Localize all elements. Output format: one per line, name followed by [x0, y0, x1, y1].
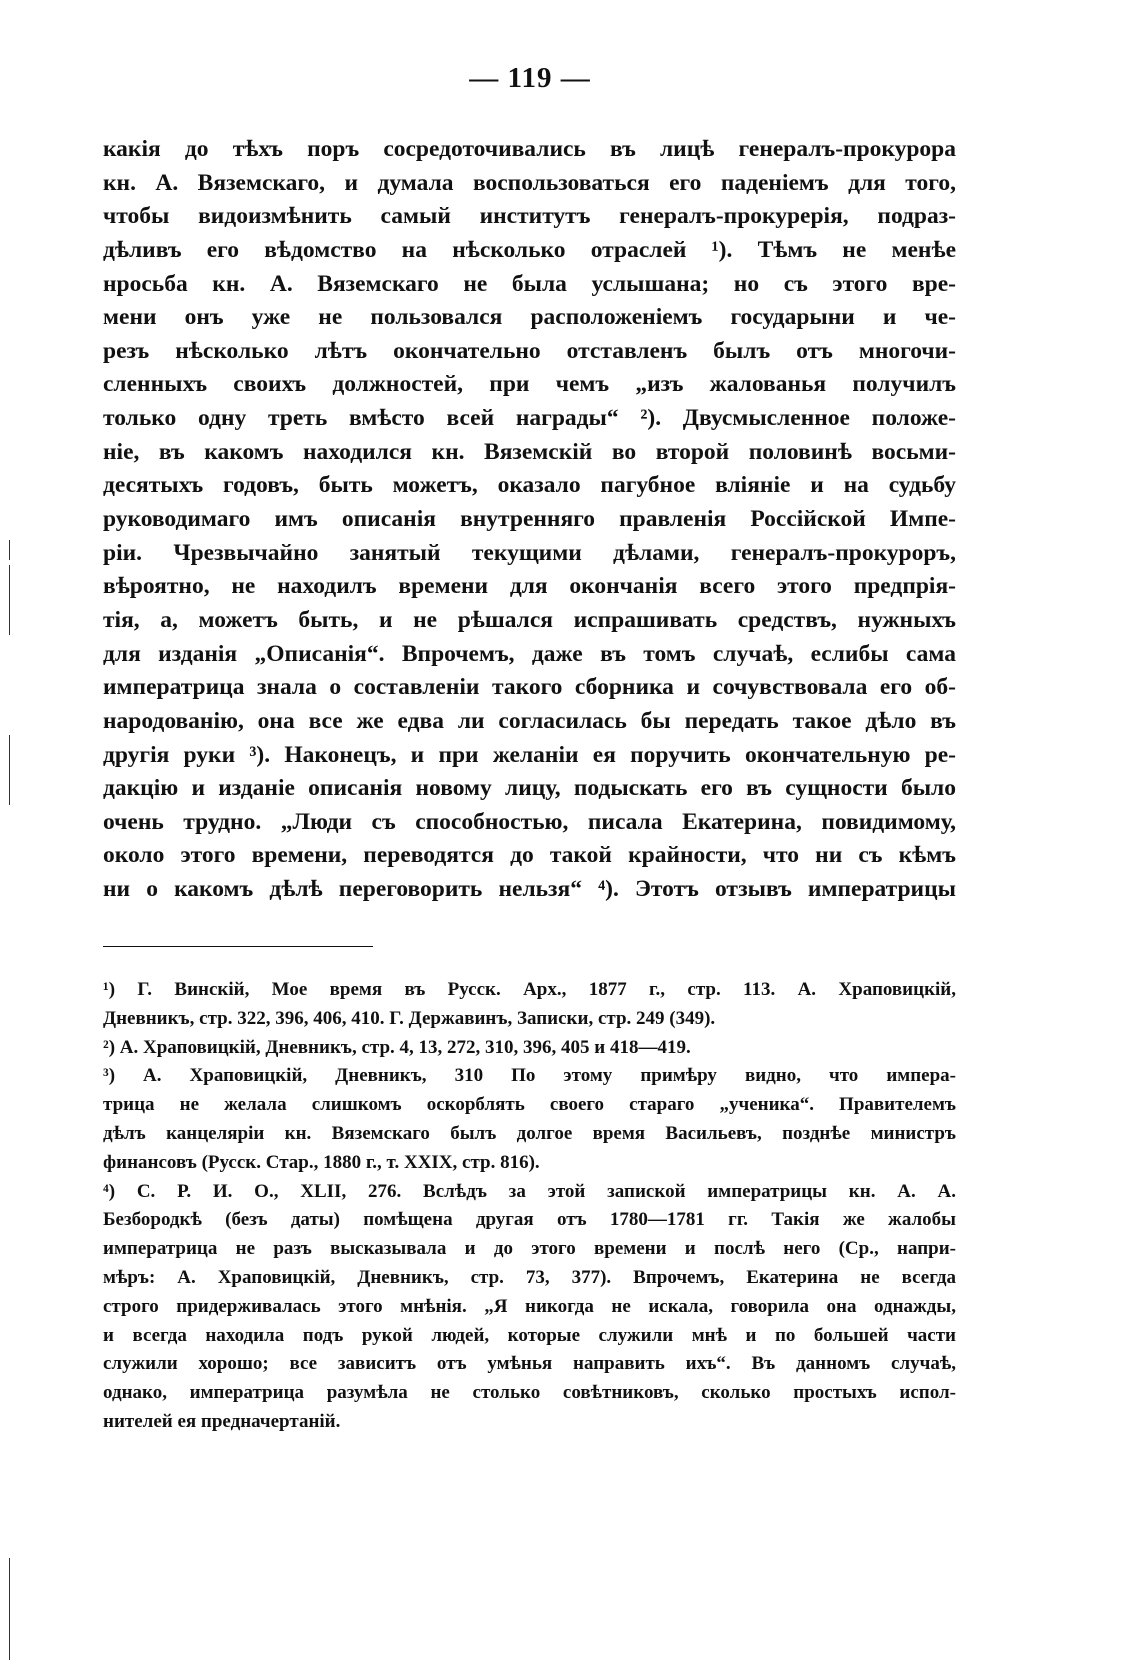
footnote-line: трица не желала слишкомъ оскорблять своего стараго „ученика“. Правителемъ [103, 1094, 956, 1116]
footnote-line: ²) А. Храповицкій, Дневникъ, стр. 4, 13, 272, 310, 396, 405 и 418—419. [103, 1036, 691, 1058]
footnote-separator [103, 946, 373, 947]
footnote-line: мѣръ: А. Храповицкій, Дневникъ, стр. 73, 377). Впрочемъ, Екатерина не всегда [103, 1266, 956, 1288]
footnote-line: дѣлъ канцеляріи кн. Вяземскаго былъ долгое время Васильевъ, позднѣе министръ [103, 1122, 956, 1144]
text-line: кн. А. Вяземскаго, и думала воспользоваться его паденіемъ для того, [103, 169, 956, 196]
footnote-line: и всегда находила подъ рукой людей, которые служили мнѣ и по большей части [103, 1324, 956, 1346]
footnote-line: нителей ея предначертаній. [103, 1410, 341, 1432]
text-line: тія, а, можетъ быть, и не рѣшался испрашивать средствъ, нужныхъ [103, 606, 956, 633]
text-line: дакцію и изданіе описанія новому лицу, подыскать его въ сущности было [103, 775, 956, 802]
footnote-line: императрица не разъ высказывала и до этого времени и послѣ него (Ср., напри- [103, 1238, 956, 1260]
text-line: сленныхъ своихъ должностей, при чемъ „изъ жалованья получилъ [103, 371, 956, 398]
text-line: резъ нѣсколько лѣтъ окончательно отставленъ былъ отъ многочи- [103, 337, 956, 364]
footnote-line: Дневникъ, стр. 322, 396, 406, 410. Г. Державинъ, Записки, стр. 249 (349). [103, 1007, 716, 1029]
text-line: нросьба кн. А. Вяземскаго не была услышана; но съ этого вре- [103, 270, 956, 297]
text-line: дѣливъ его вѣдомство на нѣсколько отраслей ¹). Тѣмъ не менѣе [103, 236, 956, 263]
text-line: чтобы видоизмѣнить самый институтъ генералъ-прокурерія, подраз- [103, 203, 956, 230]
text-line: мени онъ уже не пользовался расположеніемъ государыни и че- [103, 304, 956, 331]
scan-margin-mark [9, 540, 10, 560]
footnote-line: финансовъ (Русск. Стар., 1880 г., т. XXIX, стр. 816). [103, 1151, 540, 1173]
footnote-line: строго придерживалась этого мнѣнія. „Я никогда не искала, говорила она однажды, [103, 1295, 956, 1317]
page-number: — 119 — [469, 62, 591, 94]
text-line: только одну треть вмѣсто всей награды“ ²). Двусмысленное положе- [103, 405, 956, 432]
text-line: руководимаго имъ описанія внутренняго правленія Россійской Импе- [103, 506, 956, 533]
scan-margin-mark [9, 1558, 10, 1603]
text-line: ріи. Чрезвычайно занятый текущими дѣлами, генералъ-прокуроръ, [103, 539, 956, 566]
footnote-line: Безбородкѣ (безъ даты) помѣщена другая отъ 1780—1781 гг. Такія же жалобы [103, 1209, 956, 1231]
main-text [103, 133, 956, 907]
scan-margin-mark [9, 565, 10, 635]
text-line: ніе, въ какомъ находился кн. Вяземскій во второй половинѣ восьми- [103, 438, 956, 465]
text-line: какія до тѣхъ поръ сосредоточивались въ лицѣ генералъ-прокурора [103, 136, 956, 162]
footnote-line: ³) А. Храповицкій, Дневникъ, 310 По этому примѣру видно, что импера- [103, 1065, 956, 1087]
scan-margin-mark [9, 1600, 10, 1660]
footnotes [103, 976, 956, 1437]
text-line: народованію, она все же едва ли согласилась бы передать такое дѣло въ [103, 707, 956, 734]
text-line: около этого времени, переводятся до такой крайности, что ни съ кѣмъ [103, 842, 956, 869]
scan-margin-mark [9, 735, 10, 805]
footnote-line: служили хорошо; все зависитъ отъ умѣнья направить ихъ“. Въ данномъ случаѣ, [103, 1353, 956, 1375]
footnote-line: ¹) Г. Винскій, Мое время въ Русск. Арх., 1877 г., стр. 113. А. Храповицкій, [103, 979, 956, 1000]
footnote-line: однако, императрица разумѣла не столько совѣтниковъ, сколько простыхъ испол- [103, 1382, 956, 1404]
text-line: десятыхъ годовъ, быть можетъ, оказало пагубное вліяніе и на судьбу [103, 472, 956, 499]
text-line: ни о какомъ дѣлѣ переговорить нельзя“ ⁴). Этотъ отзывъ императрицы [103, 876, 956, 903]
text-line: для изданія „Описанія“. Впрочемъ, даже въ томъ случаѣ, еслибы сама [103, 640, 956, 667]
text-line: императрица знала о составленіи такого сборника и сочувствовала его об- [103, 674, 956, 701]
text-line: вѣроятно, не находилъ времени для окончанія всего этого предпрія- [103, 573, 956, 600]
footnote-line: ⁴) С. Р. И. О., XLII, 276. Вслѣдъ за этой запиской императрицы кн. А. А. [103, 1180, 956, 1202]
text-line: другія руки ³). Наконецъ, и при желаніи ея поручить окончательную ре- [103, 741, 956, 768]
text-line: очень трудно. „Люди съ способностью, писала Екатерина, повидимому, [103, 808, 956, 835]
